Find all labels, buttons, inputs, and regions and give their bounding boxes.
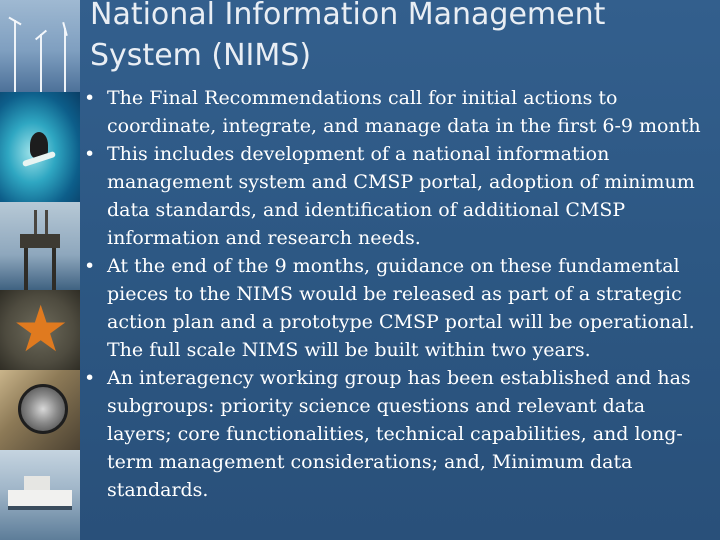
ship-photo	[0, 450, 80, 540]
bullet-item	[78, 84, 720, 140]
bullet-text-line: layers; core functionalities, technical capabilities, and long-	[107, 423, 683, 445]
bullet-text-line: pieces to the NIMS would be released as part of a strategic	[107, 283, 682, 305]
bullet-text-line: The Final Recommendations call for initial actions to	[107, 87, 618, 109]
fishing-reel-photo	[0, 370, 80, 450]
bullet-marker: •	[84, 367, 96, 389]
photo-strip	[0, 0, 80, 540]
bullet-text-line: action plan and a prototype CMSP portal will be operational.	[107, 311, 695, 333]
bullet-text-line: This includes development of a national information	[107, 143, 610, 165]
starfish-photo: ★	[0, 290, 80, 370]
bullet-text-line: coordinate, integrate, and manage data in the first 6-9 month	[107, 115, 701, 137]
bullet-marker: •	[84, 87, 96, 109]
bullet-list	[78, 84, 720, 504]
bullet-text-line: An interagency working group has been established and has	[107, 367, 691, 389]
slide-title	[90, 0, 710, 76]
surfer-wave-photo	[0, 92, 80, 202]
bullet-item	[78, 364, 720, 504]
bullet-text-line: information and research needs.	[107, 227, 421, 249]
bullet-text-line: management system and CMSP portal, adoption of minimum	[107, 171, 695, 193]
oil-rig-photo	[0, 202, 80, 290]
wind-turbines-photo	[0, 0, 80, 92]
bullet-text-line: At the end of the 9 months, guidance on these fundamental	[107, 255, 680, 277]
bullet-text-line: The full scale NIMS will be built within two years.	[107, 339, 591, 361]
bullet-text-line: subgroups: priority science questions and relevant data	[107, 395, 646, 417]
slide-title-line: System (NIMS)	[90, 38, 312, 73]
slide-title-line: National Information Management	[90, 0, 606, 32]
bullet-item	[78, 140, 720, 252]
bullet-item	[78, 252, 720, 364]
bullet-text-line: data standards, and identification of additional CMSP	[107, 199, 626, 221]
bullet-marker: •	[84, 143, 96, 165]
bullet-marker: •	[84, 255, 96, 277]
bullet-text-line: standards.	[107, 479, 209, 501]
bullet-text-line: term management considerations; and, Minimum data	[107, 451, 633, 473]
